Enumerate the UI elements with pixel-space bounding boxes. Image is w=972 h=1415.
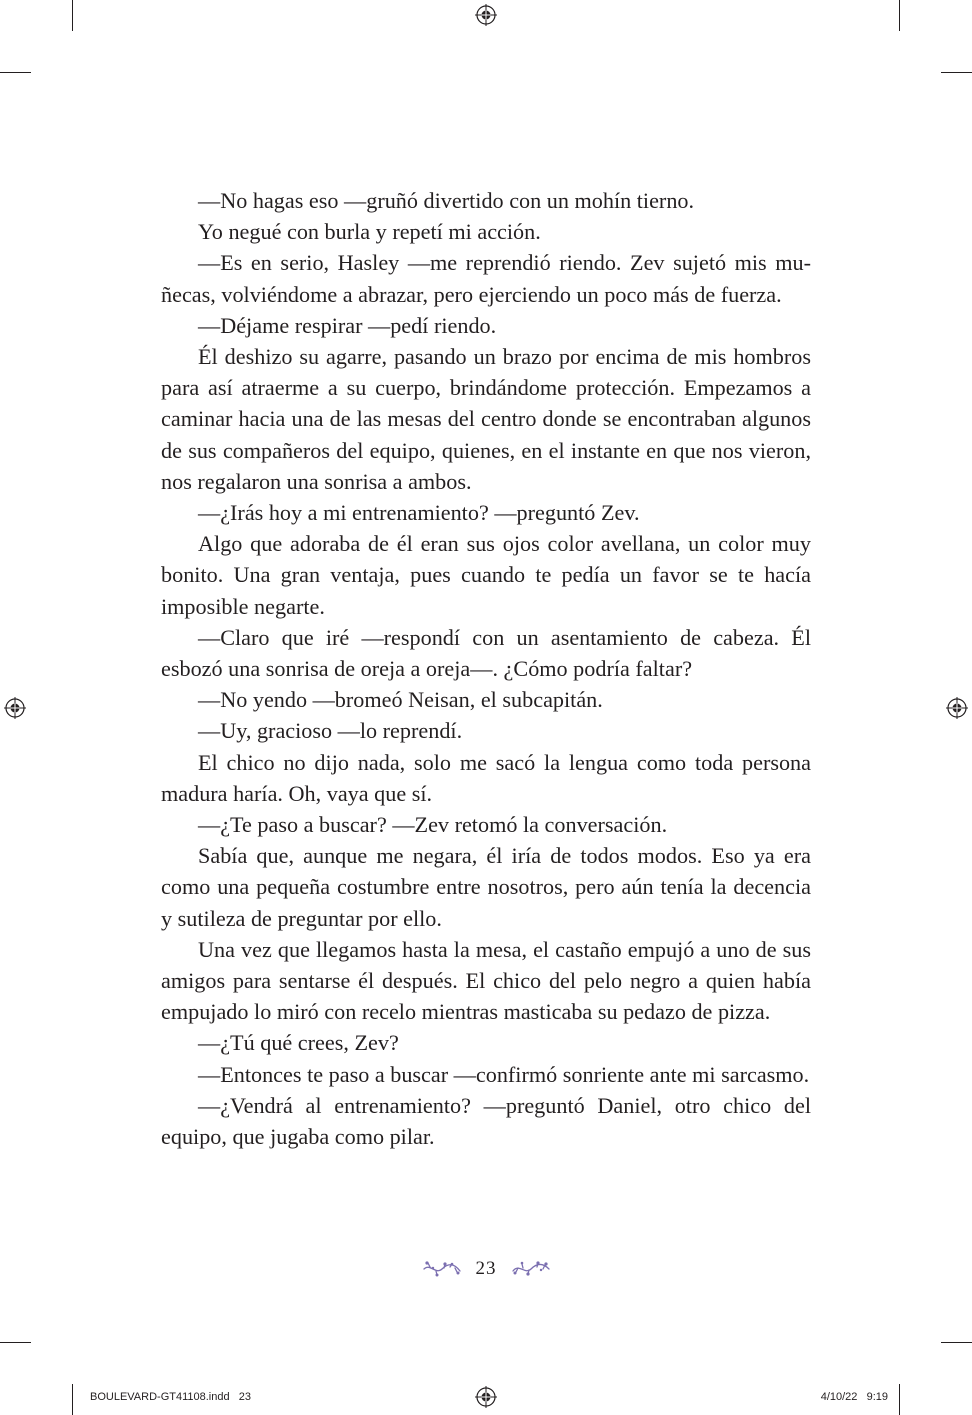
paragraph: —No hagas eso —gruñó divertido con un mohín tierno. (198, 188, 695, 213)
paragraph: —Déjame respirar —pedí riendo. (198, 312, 497, 338)
paragraph: —No yendo —bromeó Neisan, el subcapitán. (198, 687, 603, 713)
page-folio (0, 1255, 972, 1283)
paragraph: Sabía que, aunque me negara, él iría de todos modos. Eso ya era como una pequeña costumbre entre nosotros, pero aún tenía la decencia y sutileza de preguntar por ello. (161, 843, 811, 931)
slug-date-time: 4/10/22 9:19 (820, 1391, 888, 1403)
page-number: 23 (475, 1258, 497, 1279)
crop-mark-top-left-vertical (72, 0, 73, 31)
crop-mark-bottom-left-horizontal (0, 1342, 31, 1343)
paragraph: —¿Tú qué crees, Zev? (198, 1030, 399, 1056)
floral-vine-ornament-left-icon (422, 1259, 462, 1279)
crop-mark-bottom-right-vertical (899, 1384, 900, 1415)
paragraph: —Uy, gracioso —lo reprendí. (198, 718, 463, 744)
paragraph: —Claro que iré —respondí con un asentamiento de cabeza. Él esbozó una sonrisa de oreja a oreja—. ¿Cómo podría faltar? (161, 624, 811, 682)
paragraph: Algo que adoraba de él eran sus ojos color avellana, un color muy bonito. Una gran ventaja, pues cuando te pedía un favor se te hacía imposible negarte. (161, 531, 811, 619)
paragraph: —¿Te paso a buscar? —Zev retomó la conversación. (198, 812, 668, 838)
body-text (161, 185, 811, 1152)
crop-mark-top-left-horizontal (0, 72, 31, 73)
paragraph: Yo negué con burla y repetí mi acción. (198, 219, 541, 245)
floral-vine-ornament-right-icon (511, 1259, 551, 1279)
slug-file-name: BOULEVARD-GT41108.indd 23 (90, 1391, 252, 1403)
registration-mark-icon (946, 697, 968, 719)
paragraph: El chico no dijo nada, solo me sacó la lengua como toda persona madura haría. Oh, vaya que sí. (161, 749, 811, 806)
crop-mark-bottom-left-vertical (72, 1384, 73, 1415)
paragraph: —¿Irás hoy a mi entrenamiento? —preguntó Zev. (198, 500, 640, 526)
registration-mark-icon (475, 4, 497, 26)
paragraph: Una vez que llegamos hasta la mesa, el castaño empujó a uno de sus amigos para sentarse él después. El chico del pelo negro a quien había empujado lo miró con recelo mientras masticaba su pedazo de pizza. (161, 936, 811, 1025)
paragraph: —Entonces te paso a buscar —confirmó sonriente ante mi sarcasmo. (198, 1061, 810, 1087)
crop-mark-bottom-right-horizontal (941, 1342, 972, 1343)
crop-mark-top-right-vertical (899, 0, 900, 31)
registration-mark-icon (475, 1386, 497, 1408)
crop-mark-top-right-horizontal (941, 72, 972, 73)
paragraph: Él deshizo su agarre, pasando un brazo por encima de mis hombros para así atraerme a su cuerpo, brindándome protección. Empezamos a caminar hacia una de las mesas del centro donde se encontraban algunos de sus compañeros del equipo, quienes, en el instante en que nos vieron, nos regalaron una sonrisa a ambos. (161, 344, 811, 494)
paragraph: —Es en serio, Hasley —me reprendió riendo. Zev sujetó mis muñecas, volviéndome a abrazar, pero ejerciendo un poco más de fuerza. (161, 250, 811, 307)
registration-mark-icon (4, 697, 26, 719)
paragraph: —¿Vendrá al entrenamiento? —preguntó Daniel, otro chico del equipo, que jugaba como pilar. (161, 1092, 811, 1150)
